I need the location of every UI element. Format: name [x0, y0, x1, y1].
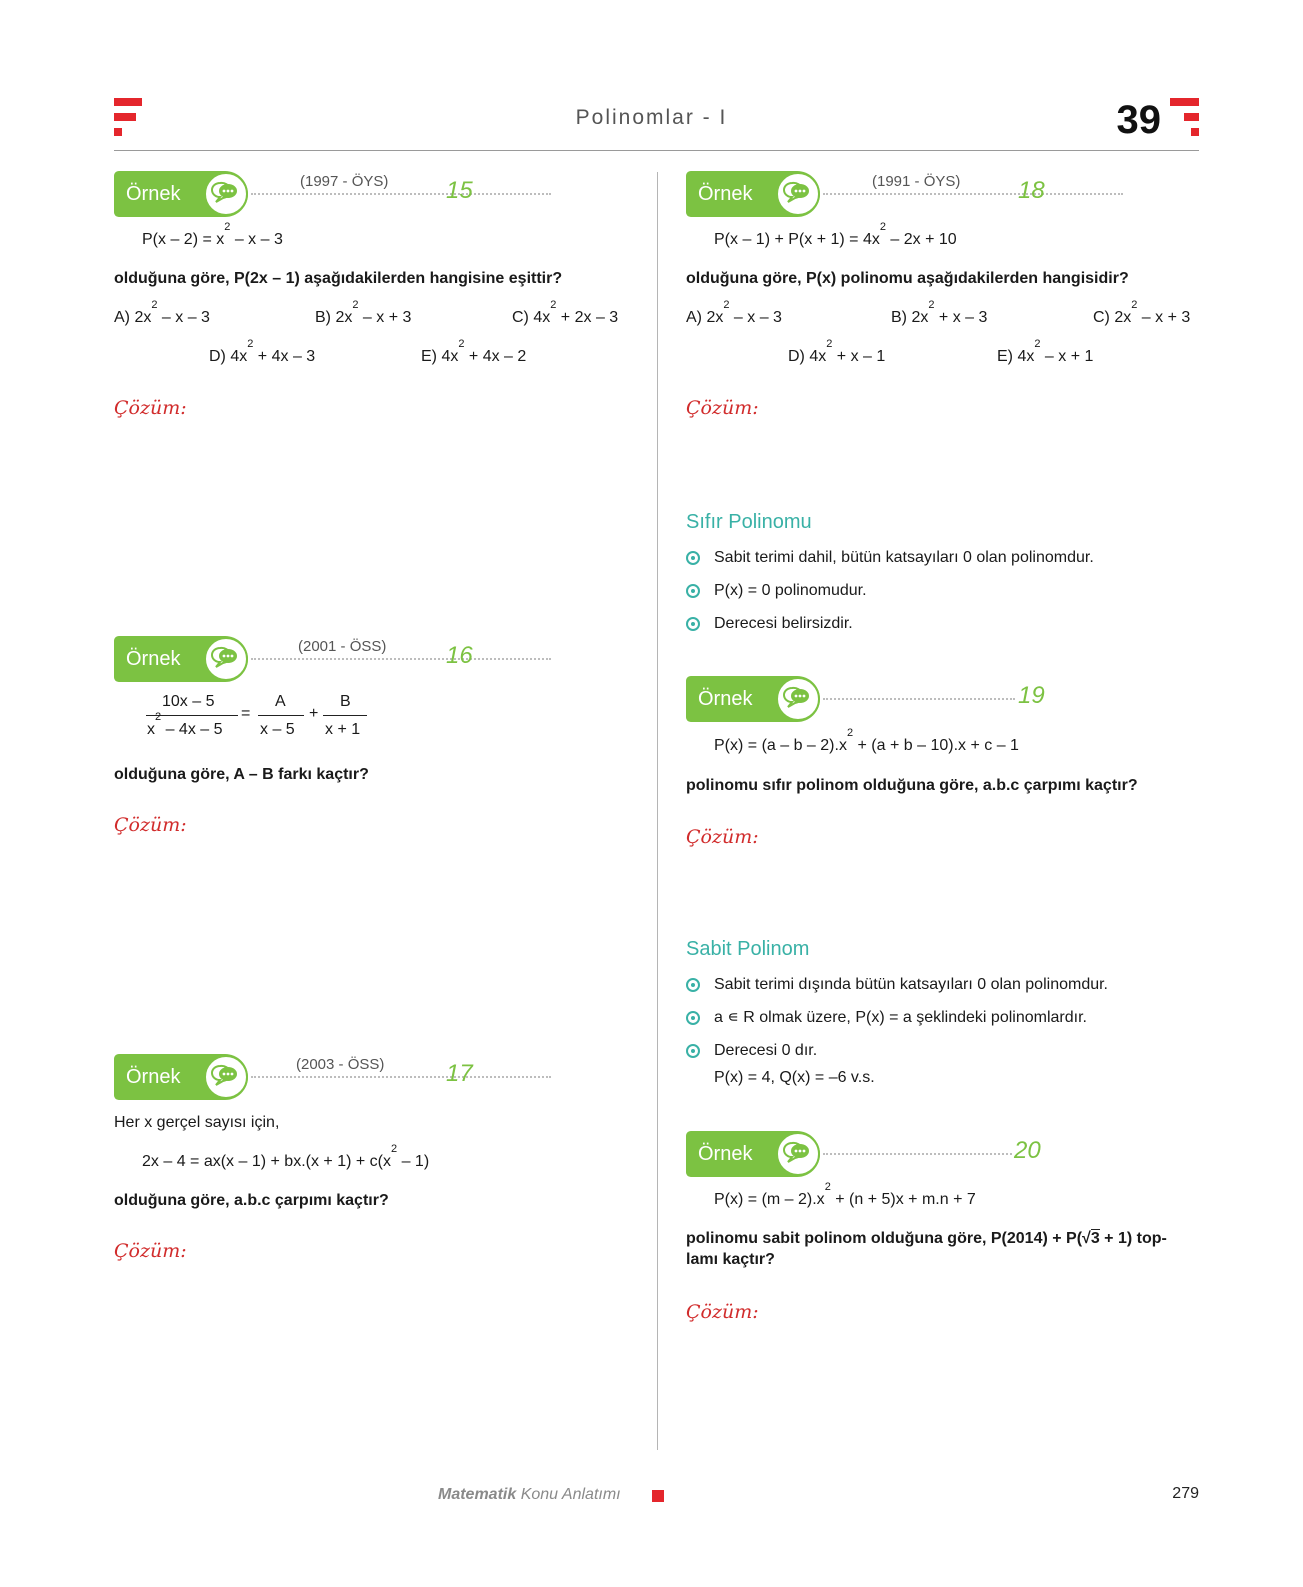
- zero-poly-item-1: Sabit terimi dahil, bütün katsayıları 0 olan polinomdur.: [714, 549, 1094, 566]
- choice-b[interactable]: B) $2x^2 + x - 3$: [891, 299, 988, 326]
- example-label: Örnek: [126, 1066, 181, 1088]
- choice-c[interactable]: C) $2x^2 - x + 3$: [1093, 299, 1191, 326]
- example-number: 16: [446, 642, 473, 669]
- choice-e[interactable]: E) $4x^2 - x + 1$: [997, 338, 1094, 365]
- given-equation: $P(x - 1) + P(x + 1) = 4x^2 - 2x + 10$: [714, 221, 957, 248]
- choice-a[interactable]: A) $2x^2$ – x – 3: [686, 299, 782, 326]
- question-text-line-1: polinomu sabit polinom olduğuna göre, P(2014) + P(√3 + 1) top-: [686, 1230, 1167, 1247]
- const-poly-item-3: Derecesi 0 dır.: [714, 1042, 818, 1059]
- question-text-line-2: lamı kaçtır?: [686, 1251, 775, 1268]
- const-poly-example-line: P(x) = 4, Q(x) = –6 v.s.: [714, 1069, 875, 1086]
- footer-brand: Matematik Konu Anlatımı: [438, 1486, 621, 1503]
- speech-bubble-icon: [776, 172, 820, 216]
- solution-label: Çözüm:: [686, 826, 759, 848]
- footer-square-icon: [652, 1490, 664, 1502]
- choice-d[interactable]: D) $4x^2 + 4x - 3$: [209, 338, 316, 365]
- example-year: (2001 - ÖSS): [298, 638, 387, 655]
- choice-b[interactable]: B) $2x^2 - x + 3$: [315, 299, 412, 326]
- example-number: 19: [1018, 682, 1045, 709]
- example-label: Örnek: [698, 183, 753, 205]
- given-equation: $2x - 4 = ax(x - 1) + bx.(x + 1) + c(x^2 - 1)$: [142, 1143, 430, 1170]
- zero-poly-item-2: P(x) = 0 polinomudur.: [714, 582, 867, 599]
- fraction-denominator: $x^2 - 4x - 5$: [147, 711, 223, 738]
- fraction-b-numerator: B: [340, 693, 351, 710]
- question-text: olduğuna göre, P(2x – 1) aşağıdakilerden hangisine eşittir?: [114, 270, 563, 287]
- question-text: olduğuna göre, P(x) polinomu aşağıdakilerden hangisidir?: [686, 270, 1129, 287]
- speech-bubble-icon: [204, 637, 248, 681]
- choice-e[interactable]: E) $4x^2 + 4x - 2$: [421, 338, 527, 365]
- question-text: polinomu sıfır polinom olduğuna göre, a.b.c çarpımı kaçtır?: [686, 777, 1138, 794]
- intro-text: Her x gerçel sayısı için,: [114, 1114, 280, 1131]
- given-polynomial: $P(x) = (m - 2).x^2 + (n + 5)x + m.n + 7$: [714, 1181, 976, 1208]
- solution-label: Çözüm:: [686, 397, 759, 419]
- given-polynomial: $P(x) = (a - b - 2).x^2 + (a + b - 10).x + c - 1$: [714, 727, 1019, 754]
- question-text: olduğuna göre, A – B farkı kaçtır?: [114, 766, 369, 783]
- speech-bubble-icon: [204, 1055, 248, 1099]
- example-number: 20: [1014, 1137, 1041, 1164]
- bullet-icon: [686, 1011, 700, 1025]
- example-year: (1991 - ÖYS): [872, 173, 961, 190]
- page-number: 279: [1172, 1485, 1199, 1502]
- bullet-icon: [686, 617, 700, 631]
- example-label: Örnek: [698, 1143, 753, 1165]
- example-year: (1997 - ÖYS): [300, 173, 389, 190]
- bullet-icon: [686, 1044, 700, 1058]
- fraction-a-numerator: A: [275, 693, 286, 710]
- example-year: (2003 - ÖSS): [296, 1056, 385, 1073]
- solution-label: Çözüm:: [114, 1240, 187, 1262]
- speech-bubble-icon: [204, 172, 248, 216]
- bullet-icon: [686, 584, 700, 598]
- const-poly-item-1: Sabit terimi dışında bütün katsayıları 0 olan polinomdur.: [714, 976, 1108, 993]
- example-number: 18: [1018, 177, 1045, 204]
- fraction-a-denominator: x – 5: [260, 721, 295, 738]
- sqrt-symbol: √: [1082, 1230, 1091, 1247]
- bullet-icon: [686, 551, 700, 565]
- choice-d[interactable]: D) $4x^2 + x - 1$: [788, 338, 886, 365]
- example-label: Örnek: [126, 183, 181, 205]
- fraction-b-denominator: x + 1: [325, 721, 361, 738]
- chapter-number: 39: [1116, 98, 1161, 142]
- column-divider: [657, 172, 658, 1450]
- equals-sign: =: [241, 705, 251, 722]
- solution-label: Çözüm:: [686, 1301, 759, 1323]
- choice-c[interactable]: C) $4x^2 + 2x - 3$: [512, 299, 619, 326]
- question-text: olduğuna göre, a.b.c çarpımı kaçtır?: [114, 1192, 389, 1209]
- example-number: 15: [446, 177, 473, 204]
- plus-sign: +: [309, 705, 319, 722]
- fraction-numerator: 10x – 5: [162, 693, 215, 710]
- const-poly-item-2: a ∊ R olmak üzere, P(x) = a şeklindeki polinomlardır.: [714, 1009, 1087, 1026]
- given-equation: $P(x - 2) = x^2 - x - 3$: [142, 221, 283, 248]
- header-rule: [114, 150, 1199, 151]
- solution-label: Çözüm:: [114, 397, 187, 419]
- solution-label: Çözüm:: [114, 814, 187, 836]
- choice-a[interactable]: A) $2x^2$ – x – 3: [114, 299, 210, 326]
- example-label: Örnek: [698, 688, 753, 710]
- speech-bubble-icon: [776, 677, 820, 721]
- section-title-constant-polynomial: Sabit Polinom: [686, 938, 810, 960]
- page-title: Polinomlar - I: [575, 106, 728, 129]
- section-title-zero-polynomial: Sıfır Polinomu: [686, 511, 812, 533]
- bullet-icon: [686, 978, 700, 992]
- zero-poly-item-3: Derecesi belirsizdir.: [714, 615, 853, 632]
- example-number: 17: [446, 1060, 473, 1087]
- speech-bubble-icon: [776, 1132, 820, 1176]
- example-label: Örnek: [126, 648, 181, 670]
